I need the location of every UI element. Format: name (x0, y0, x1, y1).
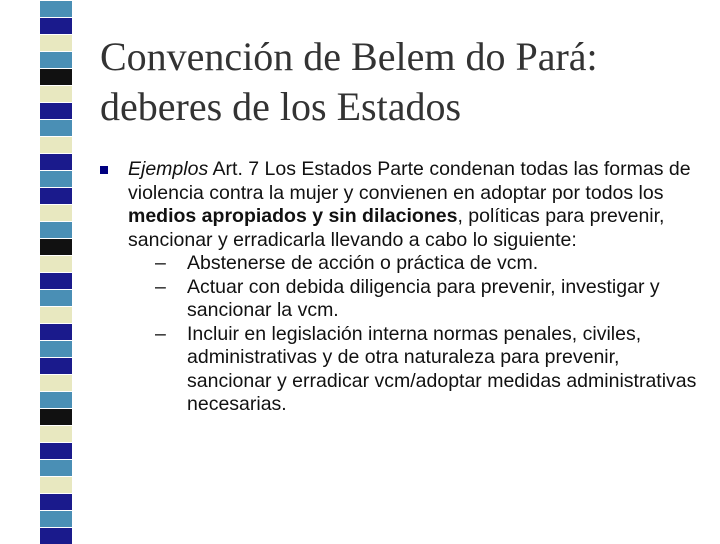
sub-item-text: Actuar con debida diligencia para prevenir, investigar y sancionar la vcm. (187, 275, 660, 321)
stripe-block (40, 34, 72, 51)
stripe-block (40, 323, 72, 340)
sub-item-text: Incluir en legislación interna normas penales, civiles, administrativas y de otra naturaleza para prevenir, sancionar y erradicar vcm/adoptar medidas administrativas necesarias. (187, 322, 697, 415)
stripe-block (40, 527, 72, 544)
stripe-block (40, 306, 72, 323)
stripe-block (40, 68, 72, 85)
sub-item-text: Abstenerse de acción o práctica de vcm. (187, 252, 539, 274)
stripe-block (40, 51, 72, 68)
stripe-block (40, 170, 72, 187)
sub-item (128, 276, 700, 323)
stripe-block (40, 238, 72, 255)
bullet-item (100, 158, 700, 252)
stripe-block (40, 289, 72, 306)
stripe-block (40, 374, 72, 391)
stripe-block (40, 221, 72, 238)
dash-bullet: – (155, 275, 166, 298)
stripe-block (40, 272, 72, 289)
stripe-block (40, 136, 72, 153)
stripe-block (40, 0, 72, 17)
title-line-1: Convención de Belem do Pará: (100, 34, 598, 79)
stripe-block (40, 357, 72, 374)
stripe-block (40, 340, 72, 357)
slide-title (100, 32, 700, 132)
slide-body (100, 158, 700, 417)
stripe-block (40, 102, 72, 119)
sub-item (128, 252, 700, 276)
bullet-text-1: Art. 7 Los Estados Parte condenan todas las formas de violencia contra la mujer y convienen en adoptar por todos los (128, 158, 691, 204)
stripe-block (40, 204, 72, 221)
stripe-block (40, 459, 72, 476)
bullet-italic-lead: Ejemplos (128, 158, 209, 180)
stripe-block (40, 187, 72, 204)
bullet-text-2: , políticas para prevenir, sancionar y erradicarla llevando a cabo lo siguiente: (128, 205, 665, 251)
stripe-block (40, 153, 72, 170)
stripe-block (40, 425, 72, 442)
square-bullet-icon (100, 166, 108, 174)
stripe-block (40, 476, 72, 493)
sub-item (128, 323, 700, 417)
stripe-block (40, 391, 72, 408)
title-line-2: deberes de los Estados (100, 84, 462, 129)
bullet-bold-text: medios apropiados y sin dilaciones (128, 205, 458, 227)
stripe-block (40, 493, 72, 510)
stripe-block (40, 442, 72, 459)
dash-bullet: – (155, 252, 166, 274)
dash-bullet: – (155, 322, 166, 345)
stripe-block (40, 255, 72, 272)
stripe-block (40, 17, 72, 34)
stripe-block (40, 119, 72, 136)
stripe-block (40, 408, 72, 425)
stripe-block (40, 510, 72, 527)
stripe-block (40, 85, 72, 102)
